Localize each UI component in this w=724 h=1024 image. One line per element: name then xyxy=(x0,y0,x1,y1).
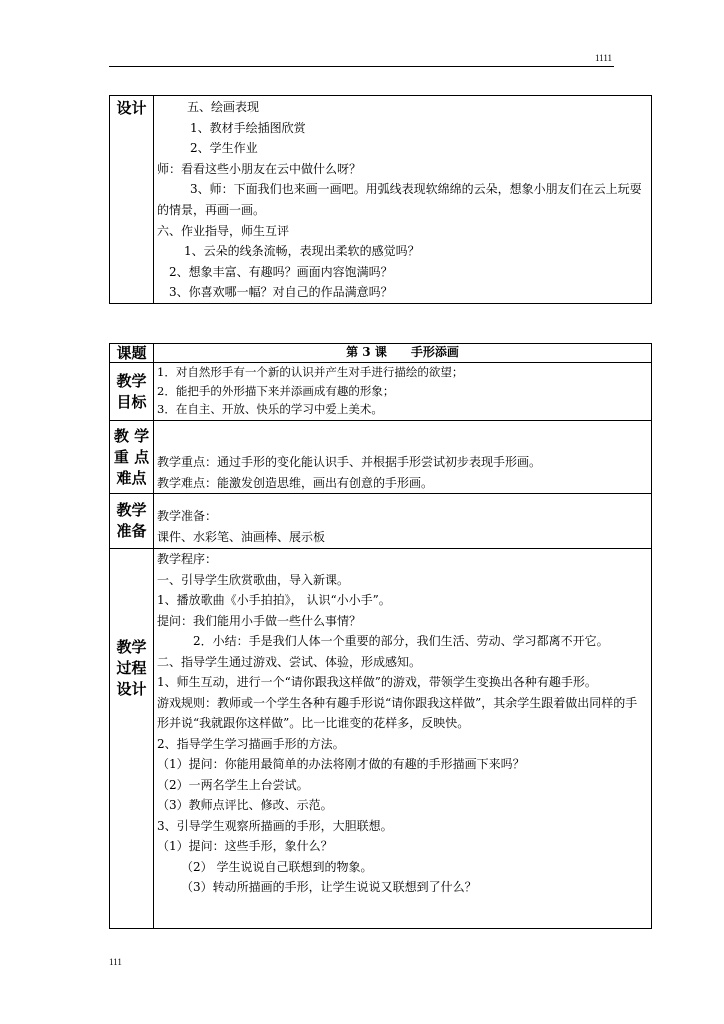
design-label: 设计 xyxy=(110,96,154,304)
process-line: （2） 学生说说自己联想到的物象。 xyxy=(181,859,373,874)
design-line: 3、你喜欢哪一幅？对自己的作品满意吗？ xyxy=(169,285,393,300)
key-label-line1: 教 学 xyxy=(113,426,150,445)
process-label-line1: 教学 xyxy=(116,638,147,657)
goals-label xyxy=(110,363,154,421)
prep-label-line2: 准备 xyxy=(116,522,147,541)
preparation-heading: 教学准备： xyxy=(157,509,218,524)
footer-page-number: 111 xyxy=(109,957,122,967)
process-line: 二、指导学生通过游戏、尝试、体验，形成感知。 xyxy=(157,654,422,669)
goal-item: 1．对自然形手有一个新的认识并产生对手进行描绘的欲望； xyxy=(157,365,464,379)
process-label-line2: 过程 xyxy=(116,659,147,678)
key-points-content xyxy=(154,421,652,494)
process-line: 提问：我们能用小手做一些什么事情？ xyxy=(157,613,362,628)
design-line: 师：看看这些小朋友在云中做什么呀？ xyxy=(157,161,362,176)
process-line: 1、播放歌曲《小手拍拍》， 认识“小小手”。 xyxy=(157,593,391,608)
process-line: 2．小结：手是我们人体一个重要的部分，我们生活、劳动、学习都离不开它。 xyxy=(193,634,609,649)
design-line: 1、云朵的线条流畅，表现出柔软的感觉吗？ xyxy=(184,244,420,259)
process-line: 一、引导学生欣赏歌曲，导入新课。 xyxy=(157,572,350,587)
design-table xyxy=(109,95,652,304)
process-line: （3）教师点评比、修改、示范。 xyxy=(157,798,333,813)
header-rule xyxy=(109,66,614,67)
header-page-number: 1111 xyxy=(595,53,612,63)
lesson-title: 手形添画 xyxy=(410,345,459,359)
goal-item: 2．能把手的外形描下来并添画成有趣的形象； xyxy=(157,383,395,398)
goal-item: 3．在自主、开放、快乐的学习中爱上美术。 xyxy=(157,402,383,416)
lesson-title-cell xyxy=(154,344,652,363)
goals-label-line2: 目标 xyxy=(116,392,147,411)
process-line: （3）转动所描画的手形，让学生说说又联想到了什么？ xyxy=(181,880,477,895)
design-line: 六、作业指导，师生互评 xyxy=(157,223,290,238)
preparation-materials: 课件、水彩笔、油画棒、展示板 xyxy=(157,529,326,544)
design-line: 五、绘画表现 xyxy=(187,100,260,114)
difficulty-point: 教学难点：能激发创造思维，画出有创意的手形画。 xyxy=(157,475,434,490)
process-content xyxy=(154,549,652,929)
key-label-line2: 重 点 xyxy=(113,447,150,466)
process-line: 游戏规则：教师或一个学生各种有趣手形说“请你跟我这样做”，其余学生跟着做出同样的手形并说“我就跟你这样做”。比一比谁变的花样多，反映快。 xyxy=(157,695,638,731)
goals-label-line1: 教学 xyxy=(116,371,147,390)
design-line: 2、想象丰富、有趣吗？画面内容饱满吗？ xyxy=(169,264,393,279)
prep-label-line1: 教学 xyxy=(116,501,147,520)
preparation-label xyxy=(110,494,154,549)
process-line: 3、引导学生观察所描画的手形，大胆联想。 xyxy=(157,818,393,833)
design-line: 3、师：下面我们也来画一画吧。用弧线表现软绵绵的云朵，想象小朋友们在云上玩耍的情景，再画一画。 xyxy=(157,182,642,217)
lesson-table xyxy=(109,343,652,929)
process-line: （1）提问：这些手形，象什么？ xyxy=(157,839,333,854)
goals-content xyxy=(154,363,652,421)
design-content xyxy=(154,96,652,304)
process-label xyxy=(110,549,154,929)
topic-label: 课题 xyxy=(110,344,154,363)
process-line: 1、师生互动，进行一个“请你跟我这样做”的游戏，带领学生变换出各种有趣手形。 xyxy=(157,675,597,690)
key-points-label xyxy=(110,421,154,494)
design-line: 1、教材手绘插图欣赏 xyxy=(190,120,306,135)
design-line: 2、学生作业 xyxy=(190,141,258,156)
key-point: 教学重点：通过手形的变化能认识手、并根据手形尝试初步表现手形画。 xyxy=(157,455,542,469)
process-label-line3: 设计 xyxy=(116,680,147,699)
process-line: （1）提问：你能用最简单的办法将刚才做的有趣的手形描画下来吗？ xyxy=(157,757,525,772)
lesson-number: 第 3 课 xyxy=(346,345,387,359)
key-label-line3: 难点 xyxy=(116,468,147,487)
process-line: 教学程序： xyxy=(157,552,218,567)
process-line: （2）一两名学生上台尝试。 xyxy=(157,777,309,792)
process-line: 2、指导学生学习描画手形的方法。 xyxy=(157,736,345,751)
preparation-content xyxy=(154,494,652,549)
